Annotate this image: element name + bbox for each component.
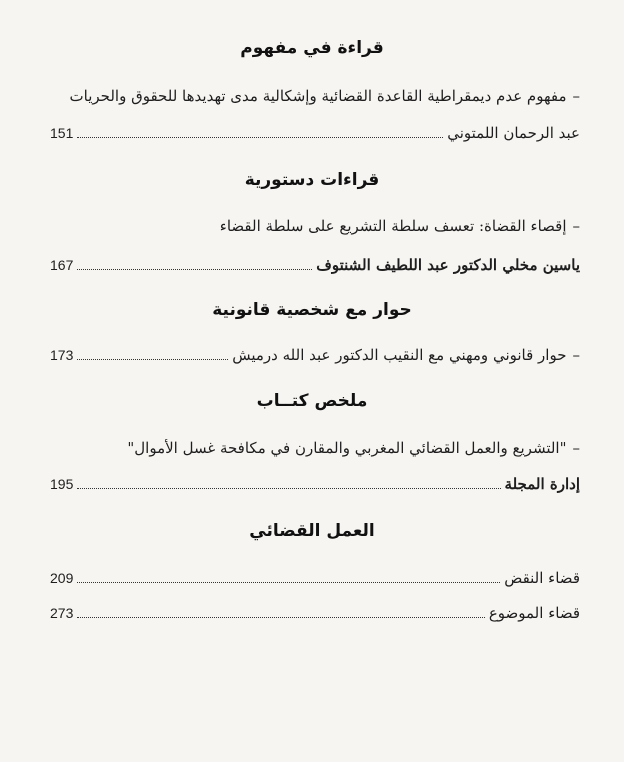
entry-title-text: قضاء الموضوع: [488, 604, 580, 622]
entry-author: ياسين مخلي الدكتور عبد اللطيف الشنتوف: [316, 256, 580, 274]
dot-leader: [77, 269, 312, 270]
section-heading-book-summary: ملخص كتــاب: [256, 391, 368, 411]
dot-leader: [77, 137, 443, 138]
page-number: 167: [50, 257, 74, 273]
bullet-dash: –: [572, 87, 580, 105]
page-number: 173: [50, 347, 74, 363]
toc-entry-author-line: [50, 123, 580, 143]
section-heading-constitutional-readings: قراءات دستورية: [244, 170, 380, 190]
entry-title-text: قضاء النقض: [504, 569, 580, 587]
bullet-dash: –: [572, 346, 580, 364]
section-heading-legal-interview: حوار مع شخصية قانونية: [212, 300, 412, 320]
toc-entry: [50, 568, 580, 588]
toc-entry-title: [70, 86, 581, 106]
toc-entry-title: [220, 216, 580, 236]
dot-leader: [77, 617, 484, 618]
toc-entry: [50, 345, 580, 365]
entry-title-text: إقصاء القضاة: تعسف سلطة التشريع على سلطة القضاء: [219, 217, 567, 235]
dot-leader: [77, 488, 500, 489]
dot-leader: [77, 582, 500, 583]
dot-leader: [77, 359, 228, 360]
toc-entry: [50, 603, 580, 623]
page-number: 273: [50, 605, 74, 621]
toc-entry-title: [127, 438, 580, 458]
entry-title-text: "التشريع والعمل القضائي المغربي والمقارن في مكافحة غسل الأموال": [127, 439, 567, 457]
section-heading-concept-reading: قراءة في مفهوم: [240, 38, 384, 58]
entry-author: إدارة المجلة: [504, 475, 580, 493]
page-number: 151: [50, 125, 74, 141]
bullet-dash: –: [572, 217, 580, 235]
section-heading-judicial-work: العمل القضائي: [249, 521, 375, 541]
page-number: 195: [50, 476, 74, 492]
toc-entry-author-line: [50, 474, 580, 494]
entry-author: عبد الرحمان اللمتوني: [447, 124, 580, 142]
page-number: 209: [50, 570, 74, 586]
entry-title-label: حوار قانوني ومهني مع النقيب الدكتور عبد الله درميش: [232, 346, 567, 364]
bullet-dash: –: [572, 439, 580, 457]
entry-title-text: [232, 345, 580, 365]
toc-entry-author-line: [50, 255, 580, 275]
entry-title-text: مفهوم عدم ديمقراطية القاعدة القضائية وإشكالية مدى تهديدها للحقوق والحريات: [69, 87, 567, 105]
